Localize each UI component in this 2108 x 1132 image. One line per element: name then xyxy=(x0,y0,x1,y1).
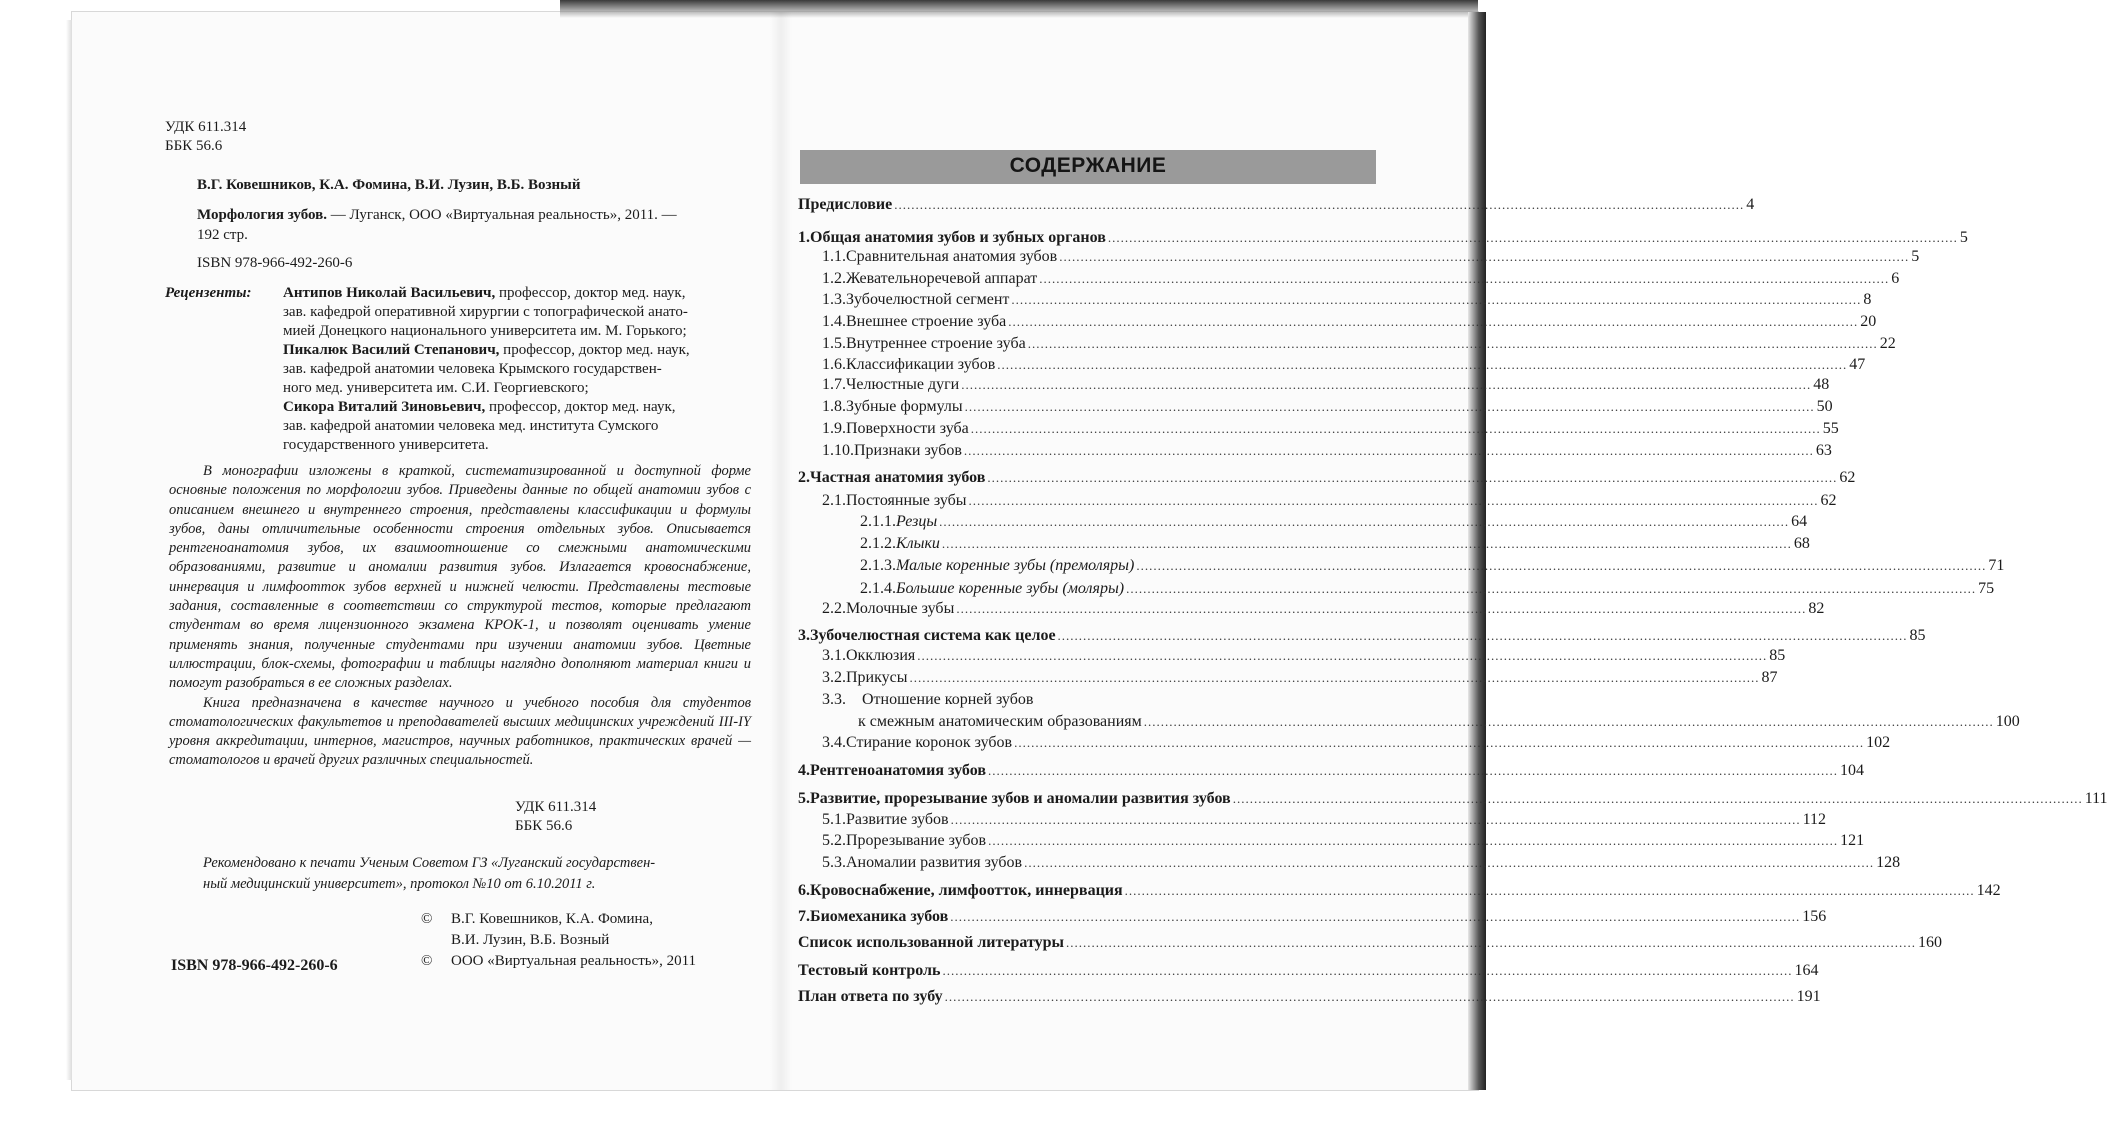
toc-row-title: Список использованной литературы xyxy=(798,934,1064,951)
abstract xyxy=(169,462,751,771)
toc-row-page: 121 xyxy=(1840,832,1865,849)
toc-leader-dots: ........................................................................................................................................................................................................ xyxy=(987,763,1838,778)
toc-row-number: 1.6. xyxy=(822,356,846,373)
toc-row-number: 3. xyxy=(798,627,810,644)
isbn-bottom: ISBN 978-966-492-260-6 xyxy=(171,957,338,974)
toc-leader-dots: ........................................................................................................................................................................................................ xyxy=(939,514,1790,529)
recommendation-line: Рекомендовано к печати Ученым Советом ГЗ «Луганский государствен- xyxy=(203,855,656,871)
toc-row-page: 4 xyxy=(1746,196,1755,213)
toc-row-page: 68 xyxy=(1793,535,1810,552)
toc-row-page: 85 xyxy=(1909,627,1926,644)
toc-leader-dots: ........................................................................................................................................................................................................ xyxy=(917,648,1768,663)
toc-leader-dots: ........................................................................................................................................................................................................ xyxy=(1014,735,1865,750)
toc-row-page: 22 xyxy=(1879,335,1896,352)
toc-row-number: 5.3. xyxy=(822,854,846,871)
toc-row-number: 4. xyxy=(798,762,810,779)
toc-row xyxy=(822,600,1825,621)
toc-leader-dots: ........................................................................................................................................................................................................ xyxy=(1126,581,1977,596)
toc-row-title: Постоянные зубы xyxy=(846,492,967,509)
toc-row-page: 8 xyxy=(1863,291,1872,308)
toc-row-title: Челюстные дуги xyxy=(846,376,960,393)
toc-row-number: 1.4. xyxy=(822,313,846,330)
toc-leader-dots: ........................................................................................................................................................................................................ xyxy=(963,443,1814,458)
toc-row-title: к смежным анатомическим образованиям xyxy=(858,713,1142,730)
toc-row-page: 5 xyxy=(1959,229,1968,246)
toc-row xyxy=(822,442,1832,463)
toc-leader-dots: ........................................................................................................................................................................................................ xyxy=(970,421,1821,436)
toc-row-title: Классификации зубов xyxy=(846,356,996,373)
toc-row xyxy=(822,291,1872,312)
toc-row xyxy=(822,669,1778,690)
toc-row-title: Отношение корней зубов xyxy=(862,691,1034,708)
toc-row-title: Резцы xyxy=(896,513,938,530)
toc-row xyxy=(798,882,2001,903)
toc-leader-dots: ........................................................................................................................................................................................................ xyxy=(1107,230,1958,245)
toc-row-title: Молочные зубы xyxy=(846,600,955,617)
copyright-authors: В.И. Лузин, В.Б. Возный xyxy=(451,932,610,948)
bbk-code: ББК 56.6 xyxy=(165,138,223,154)
toc-leader-dots: ........................................................................................................................................................................................................ xyxy=(1059,249,1910,264)
toc-row-page: 5 xyxy=(1911,248,1920,265)
copyright-icon: © xyxy=(421,953,433,969)
toc-row-title: Общая анатомия зубов и зубных органов xyxy=(810,229,1106,246)
toc-row-page: 160 xyxy=(1918,934,1942,951)
page-count: 192 стр. xyxy=(197,227,248,243)
toc-row-number: 6. xyxy=(798,882,810,899)
toc-row xyxy=(860,535,1810,556)
toc-row xyxy=(822,492,1837,513)
toc-row-title: План ответа по зубу xyxy=(798,988,943,1005)
left-page-edge xyxy=(66,20,72,1080)
toc-leader-dots: ........................................................................................................................................................................................................ xyxy=(1124,883,1975,898)
toc-leader-dots: ........................................................................................................................................................................................................ xyxy=(1024,855,1875,870)
toc-row xyxy=(798,962,1819,983)
reviewer-text: профессор, доктор мед. наук, xyxy=(495,285,686,301)
toc-row-title: Зубные формулы xyxy=(846,398,963,415)
toc-row-number: 1.9. xyxy=(822,420,846,437)
publication-line: — Луганск, ООО «Виртуальная реальность», 2011. — xyxy=(327,207,677,223)
toc-leader-dots: ........................................................................................................................................................................................................ xyxy=(1136,558,1987,573)
toc-row-number: 2.1.2. xyxy=(860,535,896,552)
toc-leader-dots: ........................................................................................................................................................................................................ xyxy=(987,470,1838,485)
toc-row-title: Сравнительная анатомия зубов xyxy=(846,248,1058,265)
reviewer-text: государственного университета. xyxy=(283,437,489,453)
toc-row xyxy=(822,398,1833,419)
copyright-block xyxy=(421,910,761,973)
toc-row-title: Развитие зубов xyxy=(846,811,949,828)
reviewers-list xyxy=(283,284,749,455)
toc-row-number: 1.2. xyxy=(822,270,846,287)
toc-row xyxy=(798,988,1821,1009)
toc-row-title: Большие коренные зубы (моляры) xyxy=(896,580,1125,597)
toc-row-title: Развитие, прорезывание зубов и аномалии развития зубов xyxy=(810,790,1231,807)
toc-row xyxy=(798,762,1864,783)
abstract-paragraph: Книга предназначена в качестве научного и учебного пособия для студентов стоматологических факультетов и преподавателей высших медицинских учреждений III-IY уровня аккредитации, интернов, магистров, научных работников, практических врачей — стоматологов и врачей других различных специальностей. xyxy=(169,694,751,769)
toc-leader-dots: ........................................................................................................................................................................................................ xyxy=(1057,628,1908,643)
toc-row-title: Внешнее строение зуба xyxy=(846,313,1007,330)
toc-leader-dots: ........................................................................................................................................................................................................ xyxy=(941,536,1792,551)
toc-row-page: 156 xyxy=(1802,908,1827,925)
copyright-publisher: ООО «Виртуальная реальность», 2011 xyxy=(451,953,697,969)
toc-leader-dots: ........................................................................................................................................................................................................ xyxy=(997,357,1848,372)
bbk-code-bottom: ББК 56.6 xyxy=(515,818,573,834)
reviewers-label: Рецензенты: xyxy=(165,285,252,301)
toc-row-page: 47 xyxy=(1849,356,1866,373)
toc-row xyxy=(860,513,1808,534)
toc-row xyxy=(822,420,1839,441)
toc-row-page: 71 xyxy=(1988,557,2005,574)
toc-leader-dots: ........................................................................................................................................................................................................ xyxy=(961,377,1812,392)
toc-row-page: 142 xyxy=(1976,882,2001,899)
toc-row xyxy=(798,627,1926,648)
toc-row xyxy=(822,335,1896,356)
udk-code-bottom: УДК 611.314 xyxy=(515,799,597,815)
toc-row-title: Предисловие xyxy=(798,196,893,213)
toc-row-number: 3.3. xyxy=(822,691,846,708)
toc-row-page: 6 xyxy=(1891,270,1900,287)
toc-row-page: 85 xyxy=(1769,647,1786,664)
toc-leader-dots: ........................................................................................................................................................................................................ xyxy=(956,601,1807,616)
toc-row-number: 2.1.4. xyxy=(860,580,896,597)
toc-row-number: 1.1. xyxy=(822,248,846,265)
toc-row-page: 64 xyxy=(1791,513,1808,530)
publication-info xyxy=(197,206,677,225)
toc-row xyxy=(822,854,1901,875)
recommendation-line: ный медицинский университет», протокол №10 от 6.10.2011 г. xyxy=(203,876,596,892)
reviewer-text: зав. кафедрой анатомии человека мед. института Сумского xyxy=(283,418,659,434)
toc-row xyxy=(822,356,1866,377)
toc-leader-dots: ........................................................................................................................................................................................................ xyxy=(964,399,1815,414)
toc-row-page: 63 xyxy=(1815,442,1832,459)
toc-row-title: Прикусы xyxy=(846,669,908,686)
toc-leader-dots: ........................................................................................................................................................................................................ xyxy=(942,963,1793,978)
toc-leader-dots: ........................................................................................................................................................................................................ xyxy=(1008,314,1859,329)
toc-row-title: Зубочелюстной сегмент xyxy=(846,291,1010,308)
toc-row-page: 20 xyxy=(1860,313,1877,330)
toc-row xyxy=(860,580,1995,601)
toc-row-number: 2.1.3. xyxy=(860,557,896,574)
toc-row-title: Поверхности зуба xyxy=(846,420,969,437)
toc-leader-dots: ........................................................................................................................................................................................................ xyxy=(1027,336,1878,351)
toc-leader-dots: ........................................................................................................................................................................................................ xyxy=(1011,292,1862,307)
toc-leader-dots: ........................................................................................................................................................................................................ xyxy=(1039,271,1890,286)
toc-row xyxy=(822,647,1786,668)
toc-leader-dots: ........................................................................................................................................................................................................ xyxy=(968,493,1819,508)
toc-row xyxy=(822,832,1865,853)
toc-leader-dots: ........................................................................................................................................................................................................ xyxy=(1066,935,1916,950)
toc-row-number: 2.1. xyxy=(822,492,846,509)
toc-row-title: Аномалии развития зубов xyxy=(846,854,1023,871)
reviewer-text: зав. кафедрой оперативной хирургии с топографической анато- xyxy=(283,304,688,320)
toc-row-number: 5.2. xyxy=(822,832,846,849)
book-gutter xyxy=(770,12,792,1090)
reviewer-entry xyxy=(283,341,749,398)
toc-row-number: 3.1. xyxy=(822,647,846,664)
toc-row-number: 5.1. xyxy=(822,811,846,828)
toc-row-title: Биомеханика зубов xyxy=(810,908,949,925)
reviewer-text: зав. кафедрой анатомии человека Крымского государствен- xyxy=(283,361,662,377)
toc-leader-dots: ........................................................................................................................................................................................................ xyxy=(988,833,1839,848)
authors: В.Г. Ковешников, К.А. Фомина, В.И. Лузин, В.Б. Возный xyxy=(197,177,581,193)
toc-row-title: Признаки зубов xyxy=(854,442,962,459)
toc-row-page: 48 xyxy=(1813,376,1830,393)
reviewer-text: профессор, доктор мед. наук, xyxy=(499,342,690,358)
toc-leader-dots: ........................................................................................................................................................................................................ xyxy=(950,909,1801,924)
isbn: ISBN 978-966-492-260-6 xyxy=(197,255,353,271)
toc-row-number: 1.7. xyxy=(822,376,846,393)
udk-code: УДК 611.314 xyxy=(165,119,247,135)
toc-row-page: 82 xyxy=(1808,600,1825,617)
toc-row-page: 100 xyxy=(1995,713,2020,730)
toc-row xyxy=(822,313,1877,334)
reviewer-entry xyxy=(283,398,749,455)
toc-row-number: 2. xyxy=(798,469,810,486)
toc-row-page: 104 xyxy=(1839,762,1864,779)
toc-row xyxy=(822,691,1372,712)
reviewer-text: мией Донецкого национального университета им. М. Горького; xyxy=(283,323,687,339)
toc-row xyxy=(822,811,1826,832)
toc-row-number: 2.1.1. xyxy=(860,513,896,530)
toc-leader-dots: ........................................................................................................................................................................................................ xyxy=(944,989,1795,1004)
toc-row-title: Жевательноречевой аппарат xyxy=(846,270,1038,287)
toc-row-number: 7. xyxy=(798,908,810,925)
toc-row-number: 3.4. xyxy=(822,734,846,751)
toc-row-page: 75 xyxy=(1978,580,1995,597)
toc-row xyxy=(798,229,1968,250)
toc-row-number: 2.2. xyxy=(822,600,846,617)
toc-row-number: 1. xyxy=(798,229,810,246)
toc-leader-dots: ........................................................................................................................................................................................................ xyxy=(950,812,1801,827)
udk-bbk-bottom xyxy=(515,798,596,836)
book-title: Морфология зубов. xyxy=(197,207,328,223)
toc-row-page: 191 xyxy=(1796,988,1821,1005)
toc-row-title: Зубочелюстная система как целое xyxy=(810,627,1056,644)
toc-row-title: Окклюзия xyxy=(846,647,916,664)
toc-row-number: 1.3. xyxy=(822,291,846,308)
reviewer-name: Антипов Николай Васильевич, xyxy=(283,285,496,301)
toc-row-title: Клыки xyxy=(896,535,940,552)
toc-row-page: 112 xyxy=(1802,811,1826,828)
toc-row xyxy=(798,908,1827,929)
toc-row-number: 3.2. xyxy=(822,669,846,686)
toc-row-title: Частная анатомия зубов xyxy=(810,469,986,486)
toc-row xyxy=(798,790,2108,811)
copyright-authors: В.Г. Ковешников, К.А. Фомина, xyxy=(451,911,653,927)
reviewer-text: профессор, доктор мед. наук, xyxy=(485,399,676,415)
toc-row-page: 128 xyxy=(1876,854,1901,871)
toc-row-title: Прорезывание зубов xyxy=(846,832,987,849)
reviewer-text: ного мед. университета им. С.И. Георгиевского; xyxy=(283,380,589,396)
toc-row-page: 55 xyxy=(1822,420,1839,437)
toc-row-title: Кровоснабжение, лимфоотток, иннервация xyxy=(810,882,1123,899)
toc-row xyxy=(860,557,2005,578)
toc-leader-dots: ........................................................................................................................................................................................................ xyxy=(1232,791,2083,806)
toc-row-page: 50 xyxy=(1816,398,1833,415)
toc-row-title: Внутреннее строение зуба xyxy=(846,335,1026,352)
toc-row-page: 87 xyxy=(1761,669,1778,686)
reviewer-name: Сикора Виталий Зиновьевич, xyxy=(283,399,486,415)
toc-leader-dots: ........................................................................................................................................................................................................ xyxy=(909,670,1760,685)
toc-row-page: 102 xyxy=(1866,734,1891,751)
toc-leader-dots: ........................................................................................................................................................................................................ xyxy=(894,197,1745,212)
toc-row-title: Стирание коронок зубов xyxy=(846,734,1013,751)
toc-row xyxy=(822,248,1920,269)
toc-row xyxy=(822,270,1900,291)
toc-row-number: 1.5. xyxy=(822,335,846,352)
toc-row xyxy=(822,734,1891,755)
toc-row xyxy=(798,469,1856,490)
toc-row xyxy=(858,713,2020,734)
toc-row-title: Малые коренные зубы (премоляры) xyxy=(896,557,1135,574)
copyright-icon: © xyxy=(421,911,433,927)
toc-row-title: Тестовый контроль xyxy=(798,962,941,979)
toc-row-number: 1.8. xyxy=(822,398,846,415)
abstract-paragraph: В монографии изложены в краткой, систематизированной и доступной форме основные положения по морфологии зубов. Приведены данные по общей анатомии зубов с описанием внешнего и внутреннего строения, представлены классификации и формулы зубов, даны отличительные особенности строения отдельных зубов. Описывается рентгеноанатомия зубов, их взаимоотношение со смежными анатомическими образованиями, развитие и аномалии развития зубов. Излагается кровоснабжение, иннервация и лимфоотток зубов верхней и нижней челюсти. Представлены тестовые задания, составленные в соответствии со структурой тестов, которые предлагают студентам во время лицензионного экзамена КРОК-1, и позволят оценивать умение применять знания, полученные студентами при изучении анатомии зубов. Цветные иллюстрации, блок-схемы, фотографии и таблицы наглядно дополняют материал книги и помогут разобраться в ее сложных разделах. xyxy=(169,463,751,692)
toc-row-page: 111 xyxy=(2084,790,2108,807)
toc-row-page: 62 xyxy=(1839,469,1856,486)
toc-row-number: 5. xyxy=(798,790,810,807)
toc-row-page: 164 xyxy=(1794,962,1819,979)
toc-leader-dots: ........................................................................................................................................................................................................ xyxy=(1143,714,1994,729)
top-shadow xyxy=(560,0,1478,18)
toc-row-number: 1.10. xyxy=(822,442,854,459)
toc-title: СОДЕРЖАНИЕ xyxy=(1009,154,1167,177)
recommendation xyxy=(203,853,763,895)
toc-header xyxy=(800,150,1376,184)
toc-row xyxy=(798,196,1755,217)
toc-row-page: 62 xyxy=(1820,492,1837,509)
toc-row xyxy=(798,934,1942,955)
toc-row-title: Рентгеноанатомия зубов xyxy=(810,762,986,779)
toc-row xyxy=(822,376,1830,397)
reviewer-entry xyxy=(283,284,749,341)
reviewer-name: Пикалюк Василий Степанович, xyxy=(283,342,500,358)
